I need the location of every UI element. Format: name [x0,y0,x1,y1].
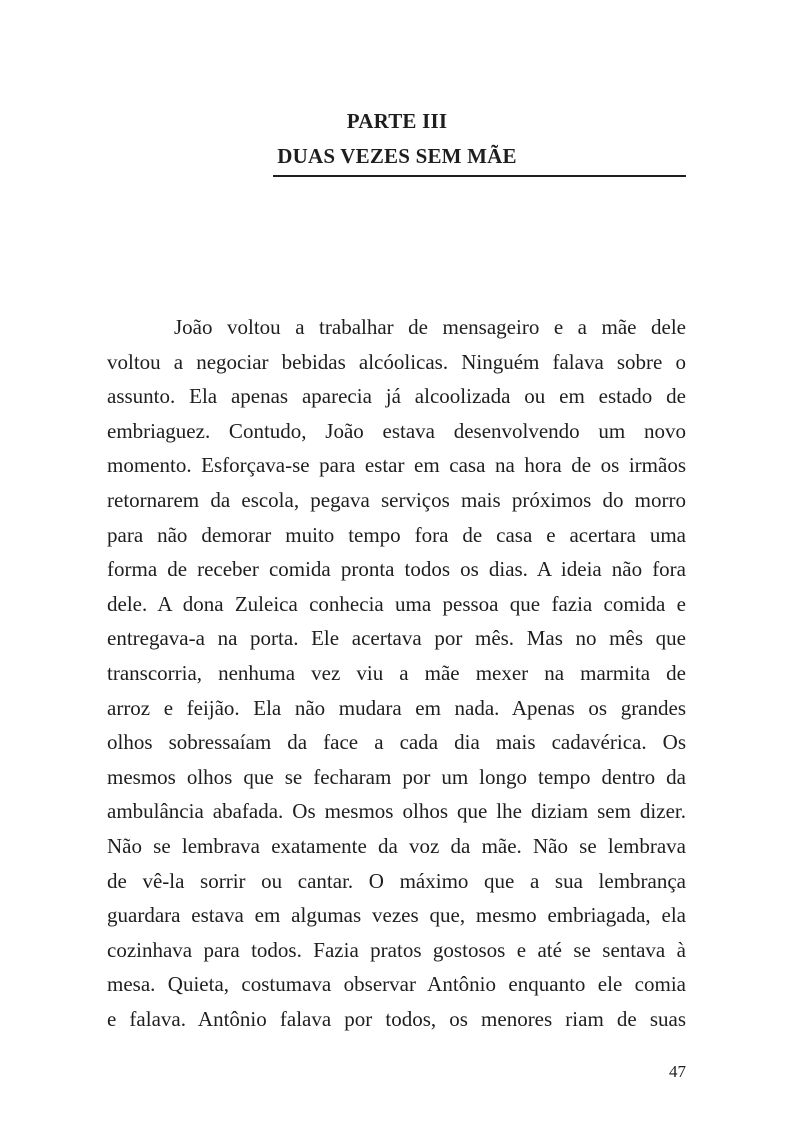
page-number: 47 [669,1062,686,1081]
chapter-title-heading: DUAS VEZES SEM MÃE [277,144,517,168]
text-line: e falava. Antônio falava por todos, os menores riam de suas [107,1006,686,1031]
text-line: João voltou a trabalhar de mensageiro e a mãe dele [174,315,686,339]
text-line: voltou a negociar bebidas alcóolicas. Ninguém falava sobre o [107,349,686,374]
text-line: olhos sobressaíam da face a cada dia mais cadavérica. Os [107,730,686,755]
text-line: mesmos olhos que se fecharam por um longo tempo dentro da [107,764,686,789]
text-line: mesa. Quieta, costumava observar Antônio enquanto ele comia [107,972,686,997]
title-underline-rule [273,175,686,177]
text-line: entregava-a na porta. Ele acertava por mês. Mas no mês que [107,626,686,651]
text-line: de vê-la sorrir ou cantar. O máximo que a sua lembrança [107,868,686,893]
body-paragraph [107,310,686,1036]
text-line: embriaguez. Contudo, João estava desenvolvendo um novo [107,418,686,443]
chapter-part-heading: PARTE III [346,109,448,133]
text-line: assunto. Ela apenas aparecia já alcoolizada ou em estado de [107,384,686,409]
text-line: arroz e feijão. Ela não mudara em nada. Apenas os grandes [107,695,686,720]
text-line: para não demorar muito tempo fora de casa e acertara uma [107,522,686,547]
text-line: momento. Esforçava-se para estar em casa na hora de os irmãos [107,453,686,478]
text-line: guardara estava em algumas vezes que, mesmo embriagada, ela [107,903,686,928]
text-line: Não se lembrava exatamente da voz da mãe. Não se lembrava [107,833,686,858]
text-line: retornarem da escola, pegava serviços mais próximos do morro [107,487,686,512]
text-line: transcorria, nenhuma vez viu a mãe mexer na marmita de [107,660,686,685]
text-line: forma de receber comida pronta todos os dias. A ideia não fora [107,557,686,582]
text-line: dele. A dona Zuleica conhecia uma pessoa que fazia comida e [107,591,686,616]
text-line: cozinhava para todos. Fazia pratos gostosos e até se sentava à [107,937,686,962]
text-line: ambulância abafada. Os mesmos olhos que lhe diziam sem dizer. [107,799,686,824]
